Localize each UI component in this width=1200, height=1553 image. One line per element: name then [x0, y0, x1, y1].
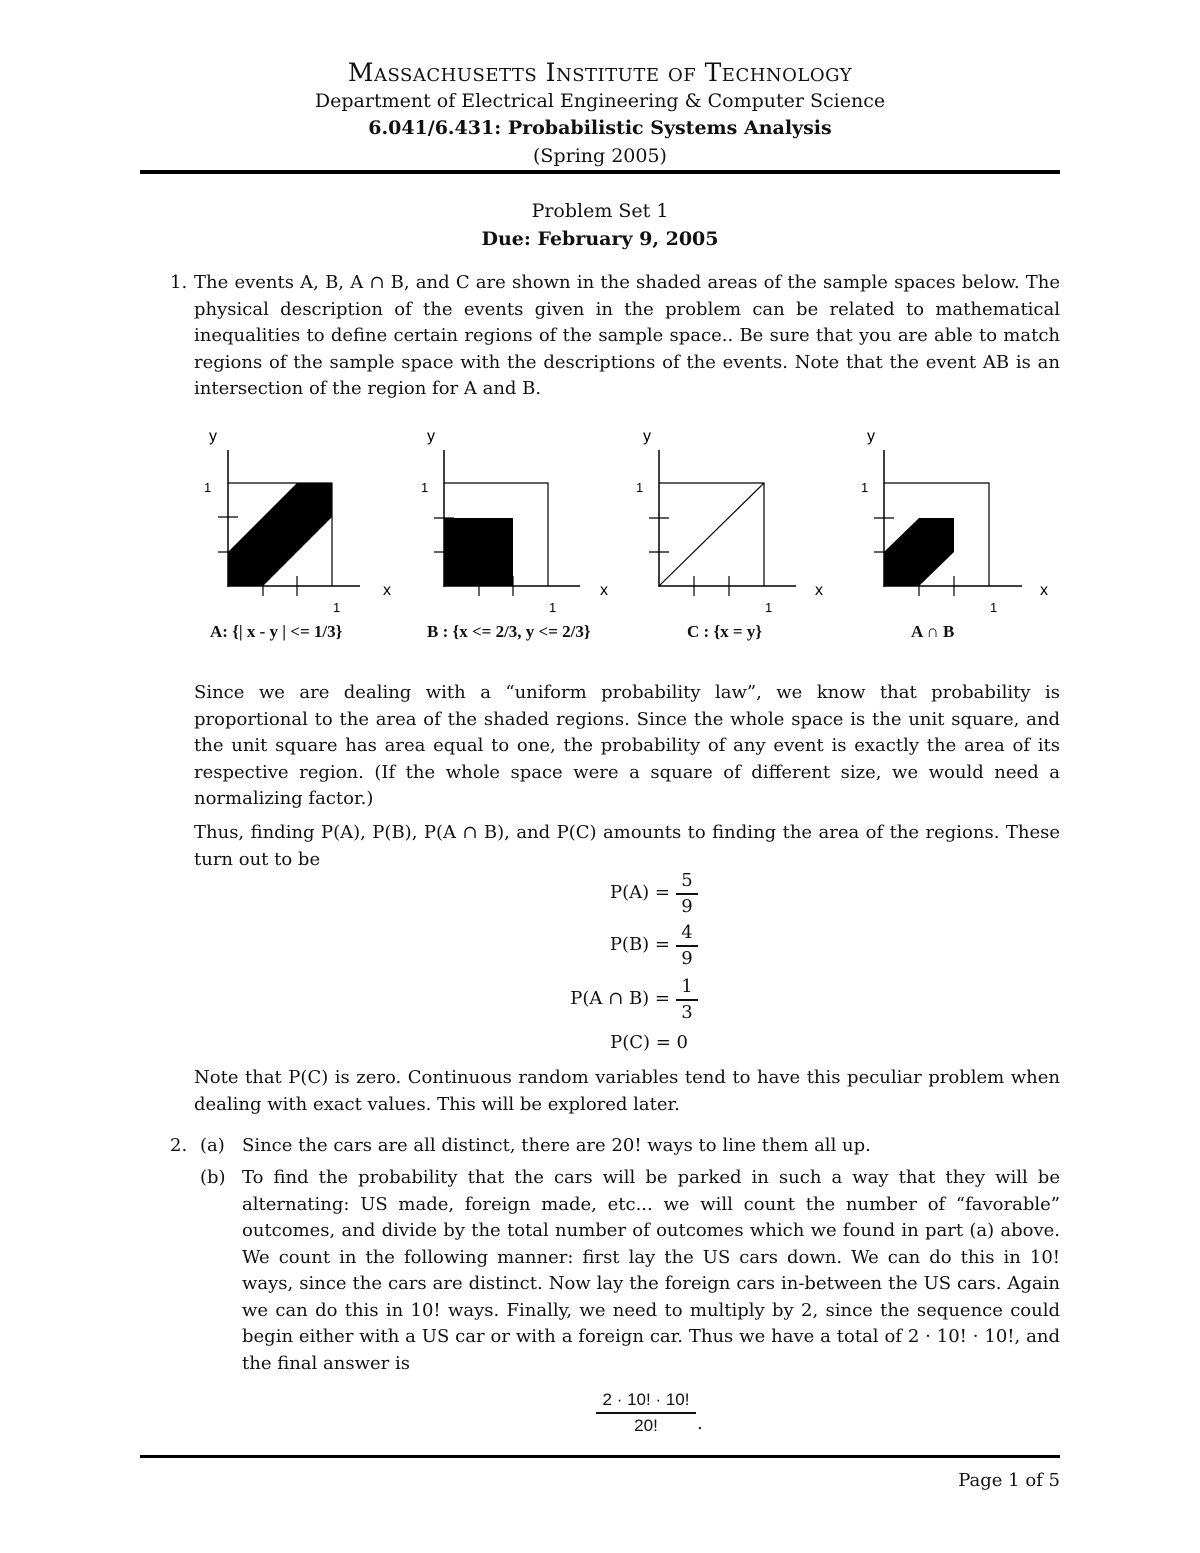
part-b-text: To find the probability that the cars will be parked in such a way that they will be alternating: US made, foreign made, etc... we will count the number of “favorable” outcomes, and divide by the total number of outcomes which we found in part (a) above. We count in the following manner: first lay the US cars down. We can do this in 10! ways, since the cars are distinct. Now lay the foreign cars in-between the US cars. Again we can do this in 10! ways. Finally, we need to multiply by 2, since the sequence could begin either with a US car or with a foreign car. Thus we have a total of 2 · 10! · 10!, and the final answer is	[242, 1167, 1060, 1374]
figure-c	[636, 428, 823, 615]
problem-set-title: Problem Set 1	[531, 200, 669, 222]
x-axis-label: x	[383, 582, 391, 599]
y-axis-label: y	[427, 428, 435, 445]
denominator: 9	[681, 895, 693, 917]
x-tick-label: 1	[549, 600, 557, 615]
final-answer-denominator: 20!	[634, 1415, 658, 1435]
figure-a-intersect-b	[861, 428, 1048, 615]
figure-c-label: C : {x = y}	[687, 622, 763, 641]
y-axis-label: y	[867, 428, 875, 445]
y-tick-label: 1	[636, 480, 644, 495]
final-answer-period: .	[697, 1413, 703, 1434]
problem-1-paragraph-note: Note that P(C) is zero. Continuous random variables tend to have this peculiar problem when dealing with exact values. This will be explored later.	[194, 1067, 1060, 1115]
region-c-diagonal	[659, 483, 764, 586]
problem-1-paragraph-uniform: Since we are dealing with a “uniform probability law”, we know that probability is proportional to the area of the shaded regions. Since the whole space is the unit square, and the unit square has area equal to one, the probability of any event is exactly the area of its respective region. (If the whole space were a square of different size, we would need a normalizing factor.)	[194, 682, 1060, 809]
part-a-label: (a)	[200, 1135, 225, 1156]
region-a-intersect-b	[884, 518, 954, 586]
problem-1-paragraph-areas: Thus, finding P(A), P(B), P(A ∩ B), and P(C) amounts to finding the area of the regions. These turn out to be	[194, 822, 1060, 870]
department-name: Department of Electrical Engineering & Computer Science	[314, 90, 886, 112]
y-axis-label: y	[643, 428, 651, 445]
part-a-text: Since the cars are all distinct, there are 20! ways to line them all up.	[242, 1135, 871, 1156]
denominator: 3	[681, 1001, 693, 1023]
numerator: 5	[681, 870, 693, 891]
region-b	[444, 518, 513, 586]
figure-a	[204, 428, 391, 615]
problem-2-number: 2.	[170, 1135, 188, 1156]
y-tick-label: 1	[861, 480, 869, 495]
x-axis-label: x	[815, 582, 823, 599]
equation-pb	[0, 922, 1200, 974]
equation-full: P(C) = 0	[610, 1032, 688, 1053]
course-title: 6.041/6.431: Probabilistic Systems Analysis	[368, 117, 832, 139]
equation-lhs: P(A) =	[610, 882, 670, 903]
y-tick-label: 1	[421, 480, 429, 495]
footer-rule	[140, 1455, 1060, 1458]
part-b-label: (b)	[200, 1167, 226, 1188]
y-axis-label: y	[209, 428, 217, 445]
final-answer-fraction	[596, 1390, 696, 1436]
region-a	[228, 483, 332, 586]
fraction	[676, 870, 698, 918]
x-axis-label: x	[1040, 582, 1048, 599]
figure-a-label: A: {| x - y | <= 1/3}	[210, 622, 343, 641]
figure-b	[421, 428, 608, 615]
equation-lhs: P(A ∩ B) =	[570, 988, 670, 1009]
equation-lhs: P(B) =	[609, 934, 670, 955]
x-axis-label: x	[600, 582, 608, 599]
denominator: 9	[681, 947, 693, 969]
fraction	[676, 922, 698, 970]
y-tick-label: 1	[204, 480, 212, 495]
term: (Spring 2005)	[533, 145, 667, 167]
numerator: 4	[681, 922, 693, 943]
figure-a-intersect-b-label: A ∩ B	[911, 622, 955, 641]
problem-1-intro: The events A, B, A ∩ B, and C are shown in the shaded areas of the sample spaces below. The physical description of the events given in the problem can be related to mathematical inequalities to define certain regions of the sample space.. Be sure that you are able to match regions of the sample space with the descriptions of the events. Note that the event AB is an intersection of the region for A and B.	[194, 272, 1060, 399]
final-answer-numerator: 2 · 10! · 10!	[602, 1390, 690, 1409]
x-tick-label: 1	[990, 600, 998, 615]
x-tick-label: 1	[765, 600, 773, 615]
fraction	[676, 976, 698, 1024]
sample-space-figures	[0, 0, 1200, 660]
figure-b-label: B : {x <= 2/3, y <= 2/3}	[427, 622, 591, 641]
equation-pa	[0, 870, 1200, 922]
x-tick-label: 1	[333, 600, 341, 615]
problem-1-number: 1.	[170, 272, 188, 293]
page-number: Page 1 of 5	[958, 1470, 1060, 1491]
numerator: 1	[681, 976, 693, 997]
due-date: Due: February 9, 2005	[481, 228, 719, 250]
institute-name: Massachusetts Institute of Technology	[347, 58, 853, 87]
